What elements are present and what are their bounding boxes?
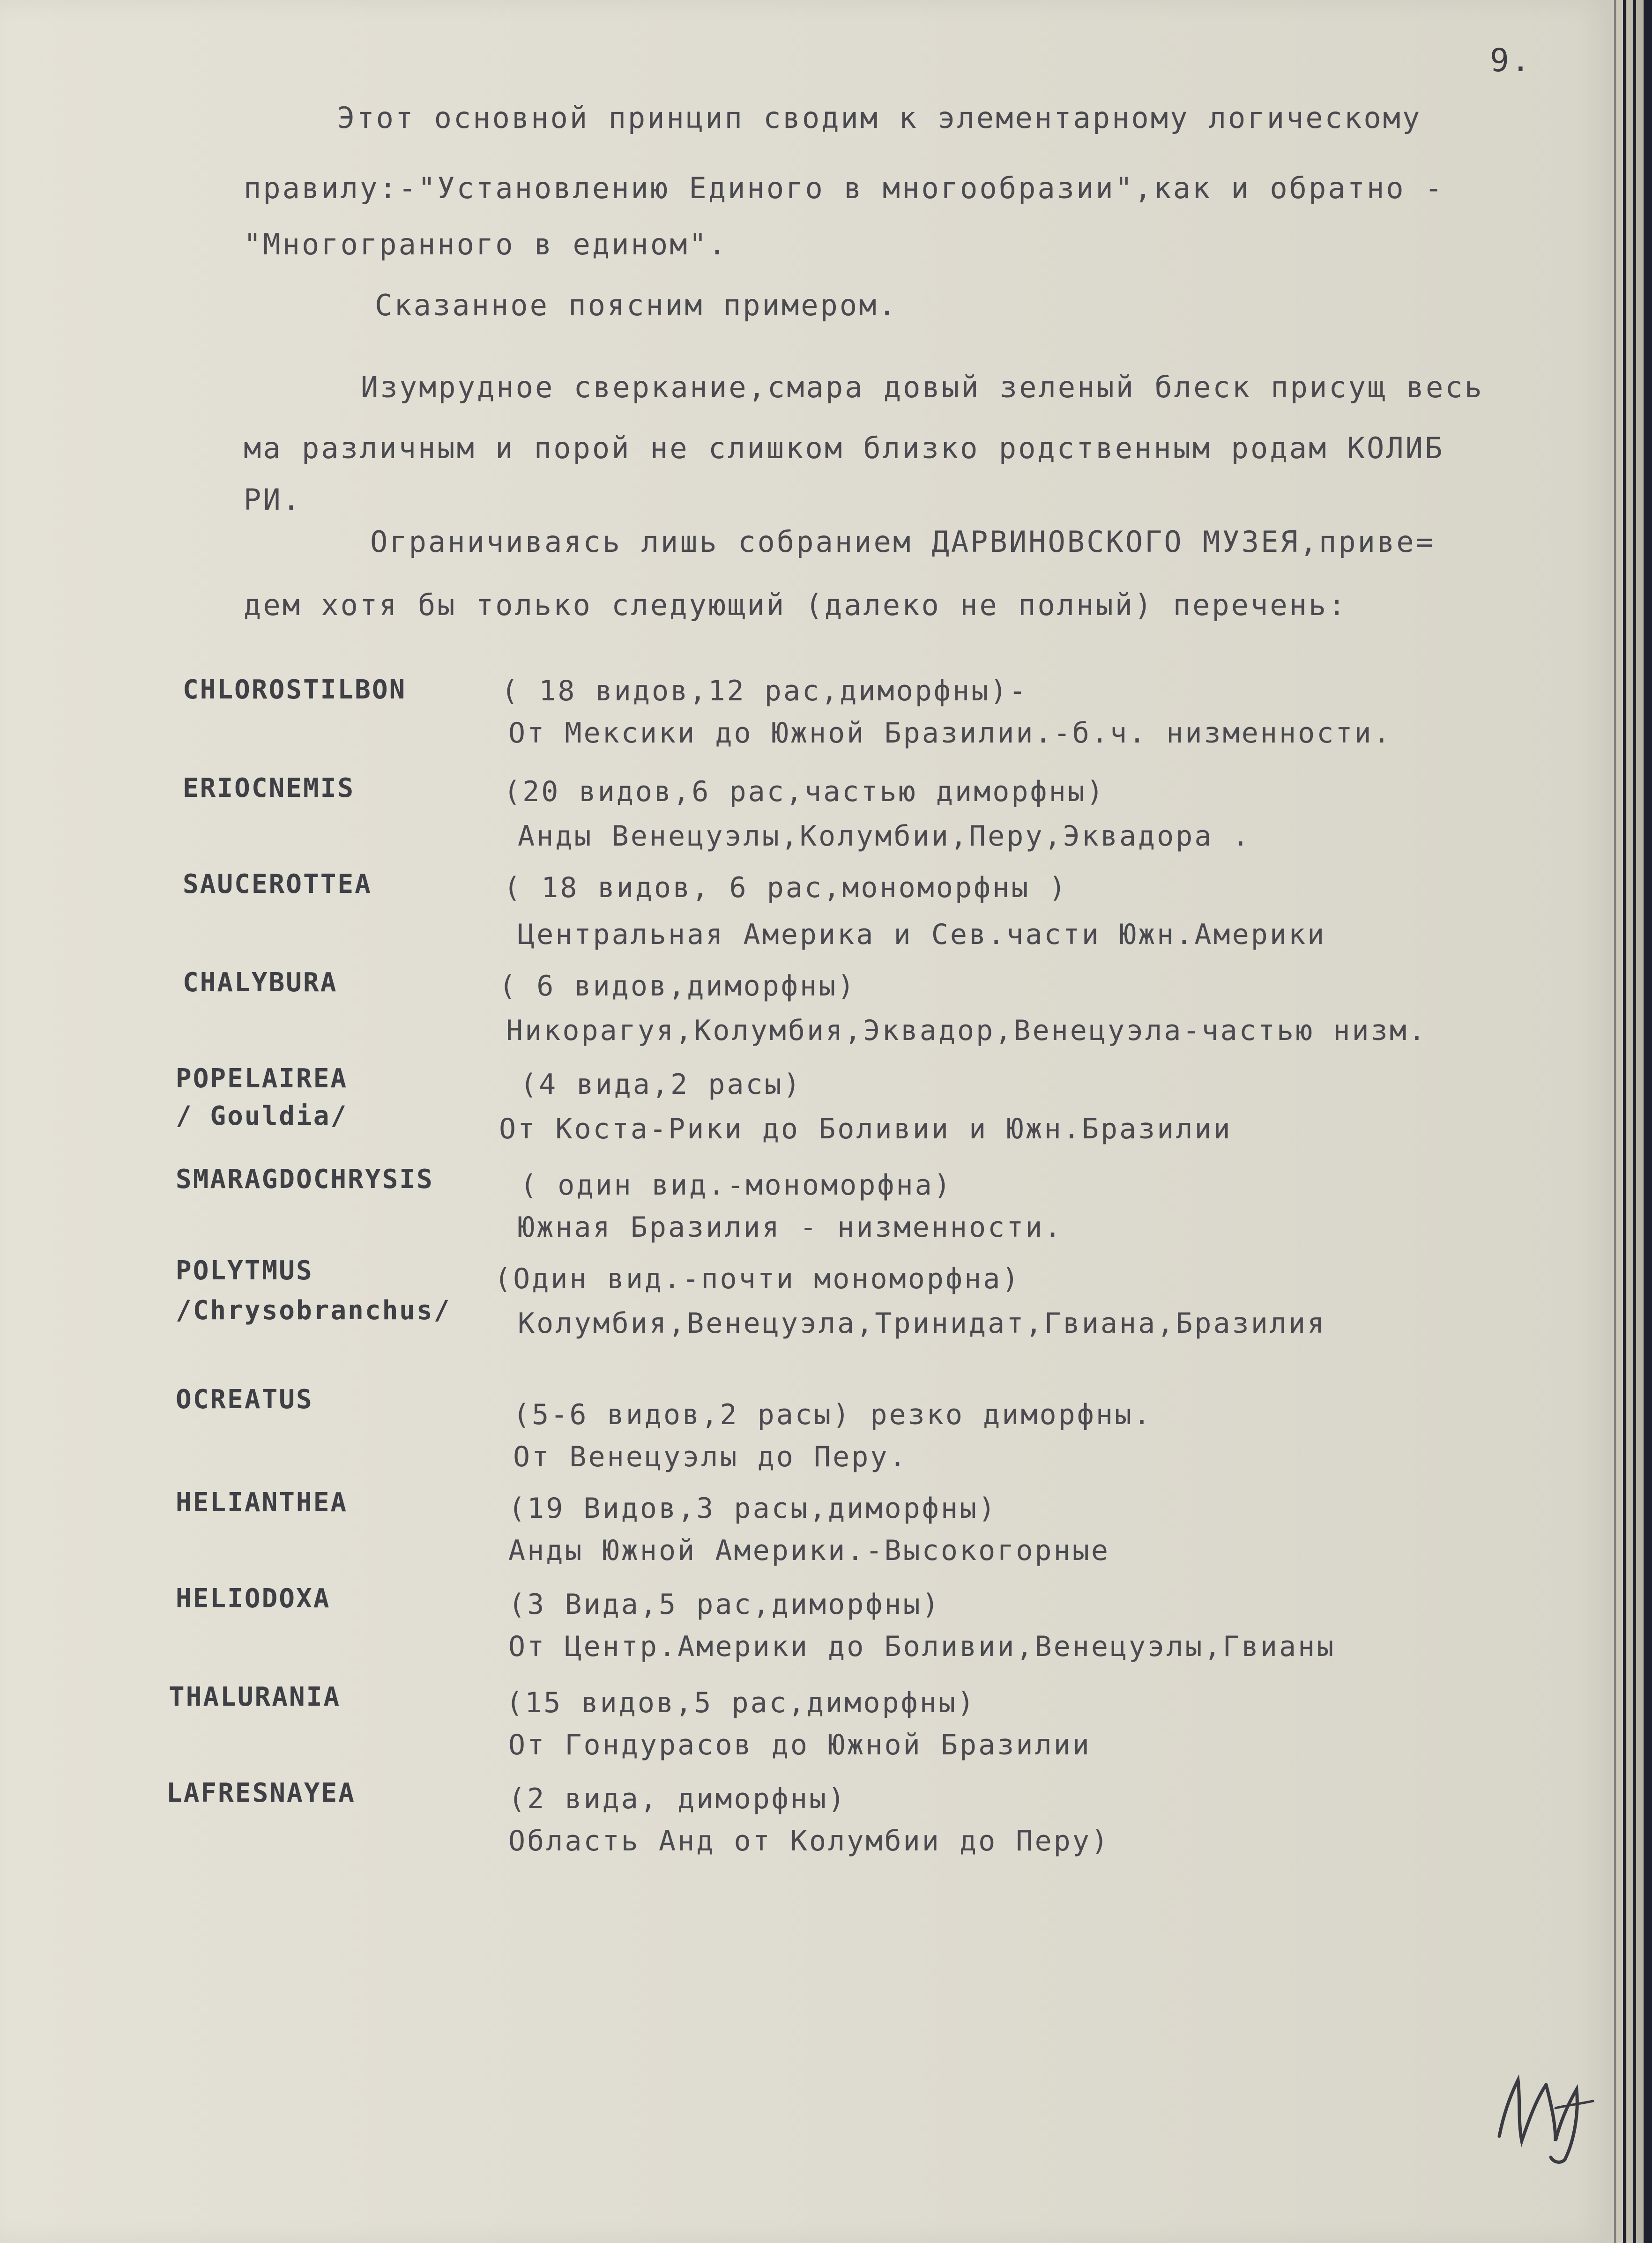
genus-description: (19 Видов,3 расы,диморфны) <box>508 1492 997 1525</box>
body-line: Изумрудное сверкание,смара довый зеленый блеск присущ весь <box>361 370 1484 404</box>
body-line: Ограничиваясь лишь собранием ДАРВИНОВСКОГО МУЗЕЯ,приве= <box>370 525 1435 559</box>
genus-name: SMARAGDOCHRYSIS <box>176 1164 434 1195</box>
genus-name: OCREATUS <box>176 1384 313 1415</box>
genus-description: (20 видов,6 рас,частью диморфны) <box>504 775 1105 808</box>
genus-range: От Мексики до Южной Бразилии.-б.ч. низменности. <box>508 717 1392 750</box>
genus-range: Центральная Америка и Сев.части Южн.Америки <box>518 918 1326 951</box>
genus-range: Колумбия,Венецуэла,Тринидат,Гвиана,Бразилия <box>518 1307 1326 1340</box>
body-line: РИ. <box>244 483 302 517</box>
genus-range: Анды Венецуэлы,Колумбии,Перу,Эквадора . <box>518 820 1251 853</box>
genus-description: (Один вид.-почти мономорфна) <box>494 1263 1021 1295</box>
page-number: 9. <box>1490 42 1532 79</box>
body-line: дем хотя бы только следующий (далеко не полный) перечень: <box>244 588 1347 622</box>
body-line: ма различным и порой не слишком близко родственным родам КОЛИБ <box>244 431 1444 465</box>
body-line: Сказанное поясним примером. <box>375 288 898 322</box>
genus-description: ( 6 видов,диморфны) <box>499 970 856 1003</box>
genus-description: ( 18 видов, 6 рас,мономорфны ) <box>504 871 1068 904</box>
genus-description: (2 вида, диморфны) <box>508 1783 847 1815</box>
genus-description: (15 видов,5 рас,диморфны) <box>506 1686 976 1719</box>
body-line: правилу:-"Установлению Единого в многообразии",как и обратно - <box>244 171 1444 205</box>
genus-name: CHALYBURA <box>183 967 338 998</box>
genus-description: ( 18 видов,12 рас,диморфны)- <box>501 675 1028 707</box>
genus-description: (5-6 видов,2 расы) резко диморфны. <box>513 1398 1153 1431</box>
genus-description: ( один вид.-мономорфна) <box>520 1169 953 1202</box>
genus-range: От Центр.Америки до Боливии,Венецуэлы,Гвианы <box>508 1630 1336 1663</box>
page-edge <box>1615 0 1623 2243</box>
genus-synonym: / Gouldia/ <box>176 1101 348 1131</box>
genus-range: Область Анд от Колумбии до Перу) <box>508 1825 1110 1857</box>
genus-name: LAFRESNAYEA <box>166 1778 356 1808</box>
genus-range: От Венецуэлы до Перу. <box>513 1441 908 1473</box>
genus-name: ERIOCNEMIS <box>183 773 355 803</box>
genus-name: POPELAIREA <box>176 1063 348 1094</box>
genus-name: SAUCEROTTEA <box>183 869 372 899</box>
genus-range: Никорагуя,Колумбия,Эквадор,Венецуэла-частью низм. <box>506 1014 1428 1047</box>
genus-name: HELIANTHEA <box>176 1487 348 1518</box>
body-line: "Многогранного в едином". <box>244 227 728 261</box>
page-edge <box>1626 0 1633 2243</box>
genus-range: Южная Бразилия - низменности. <box>518 1211 1063 1244</box>
body-line: Этот основной принцип сводим к элементарному логическому <box>337 101 1422 135</box>
genus-name: POLYTMUS <box>176 1255 313 1286</box>
genus-range: От Коста-Рики до Боливии и Южн.Бразилии <box>499 1113 1232 1145</box>
genus-name: CHLOROSTILBON <box>183 675 407 705</box>
genus-name: THALURANIA <box>169 1682 341 1712</box>
genus-synonym: /Chrysobranchus/ <box>176 1295 451 1326</box>
genus-range: От Гондурасов до Южной Бразилии <box>508 1729 1091 1761</box>
handwritten-archive-mark <box>1485 2061 1607 2169</box>
genus-description: (4 вида,2 расы) <box>520 1068 802 1101</box>
page-edge <box>1636 0 1644 2243</box>
genus-description: (3 Вида,5 рас,диморфны) <box>508 1588 941 1621</box>
genus-range: Анды Южной Америки.-Высокогорные <box>508 1534 1110 1567</box>
genus-name: HELIODOXA <box>176 1583 331 1614</box>
